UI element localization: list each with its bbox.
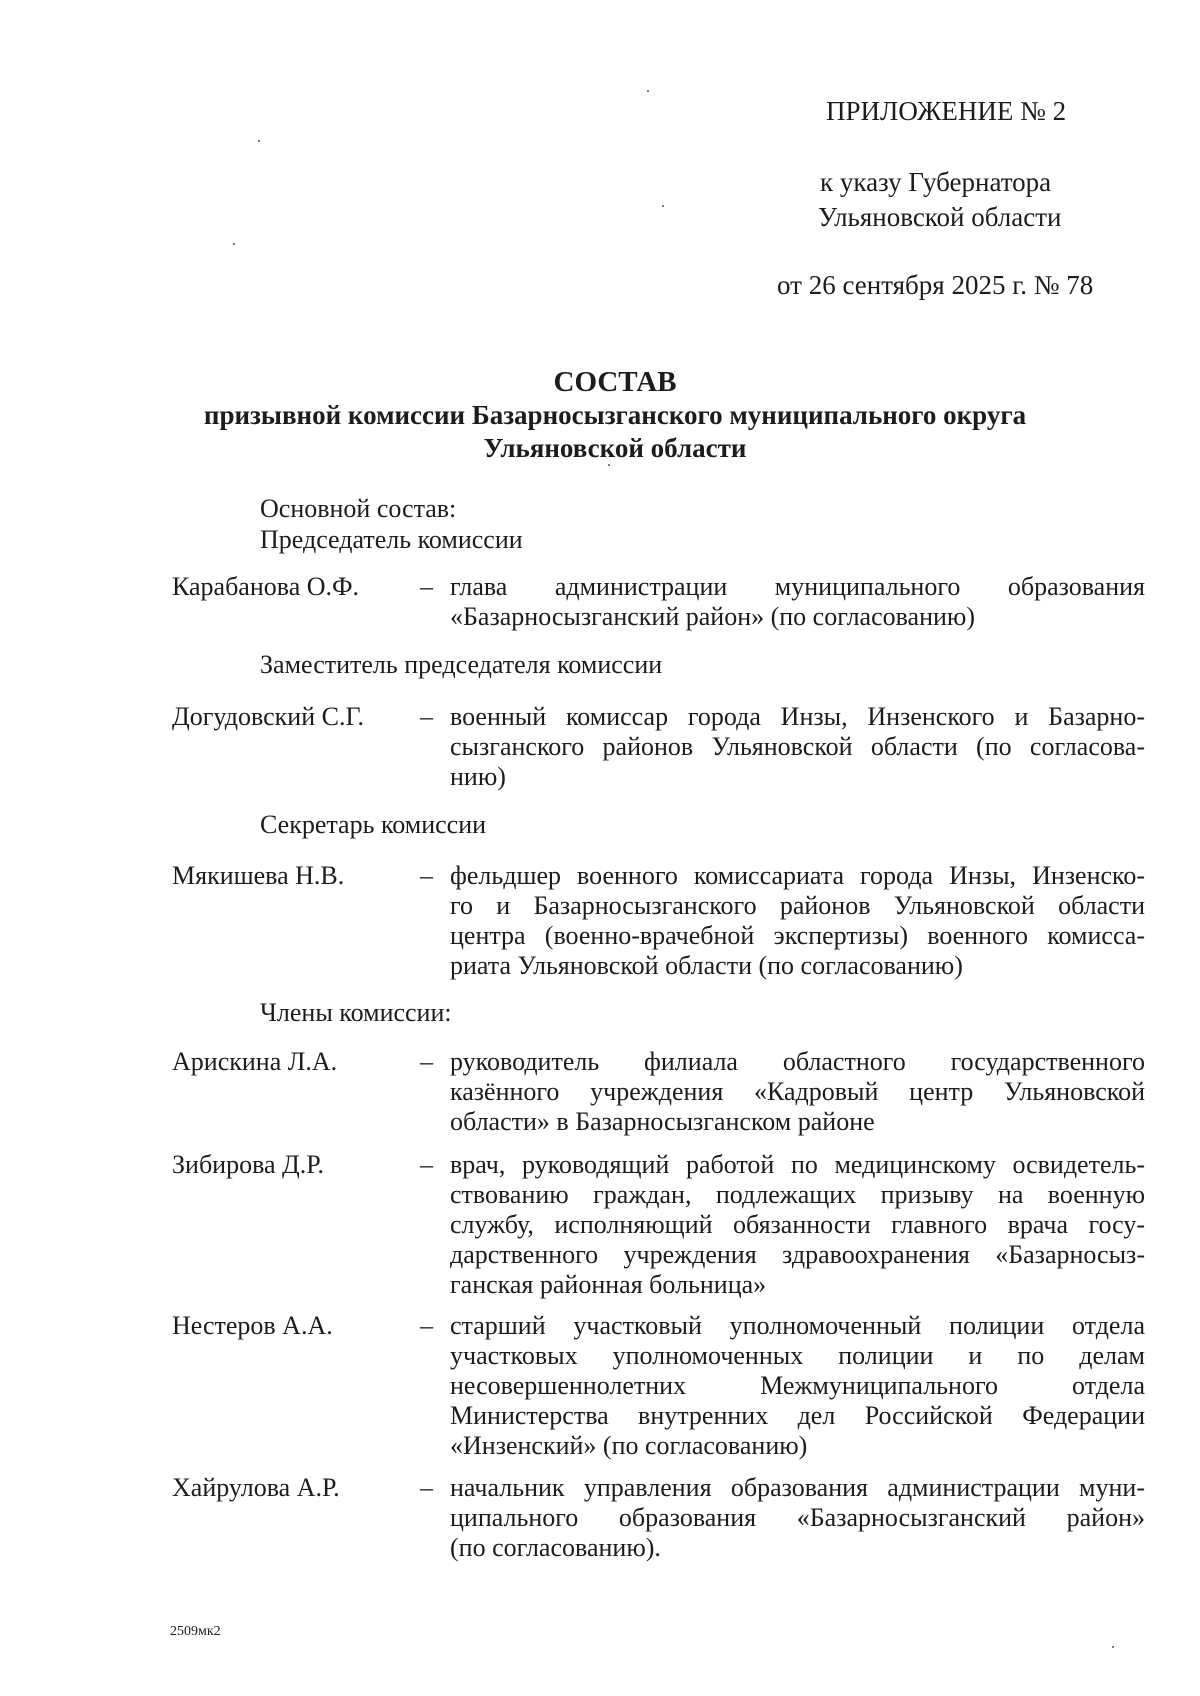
member-position bbox=[450, 1311, 1145, 1461]
section-deputy: Заместитель председателя комиссии bbox=[260, 650, 663, 679]
position-line: участковых уполномоченных полиции и по делам bbox=[450, 1341, 1145, 1370]
position-line: ствованию граждан, подлежащих призыву на военную bbox=[450, 1180, 1145, 1209]
member-position bbox=[450, 1047, 1145, 1137]
position-line: фельдшер военного комиссариата города Инзы, Инзенско- bbox=[450, 861, 1145, 890]
scan-speck bbox=[1112, 1646, 1114, 1648]
position-line: службу, исполняющий обязанности главного врача госу- bbox=[450, 1210, 1145, 1239]
decree-reference-line2: Ульяновской области bbox=[818, 202, 1062, 232]
member-position bbox=[450, 1473, 1145, 1563]
position-line: глава администрации муниципального образования bbox=[450, 572, 1145, 601]
scan-speck bbox=[608, 464, 610, 466]
member-name: Мякишева Н.В. bbox=[172, 861, 345, 890]
entry-dash: – bbox=[420, 572, 433, 601]
position-line: ганская районная больница» bbox=[450, 1270, 767, 1299]
position-line: нию) bbox=[450, 762, 506, 791]
position-line: врач, руководящий работой по медицинскому освидетель- bbox=[450, 1150, 1145, 1179]
position-line: (по согласованию). bbox=[450, 1533, 661, 1562]
member-name: Нестеров А.А. bbox=[172, 1311, 333, 1340]
section-secretary: Секретарь комиссии bbox=[260, 810, 487, 839]
member-name: Зибирова Д.Р. bbox=[172, 1150, 325, 1179]
position-line: военный комиссар города Инзы, Инзенского и Базарно- bbox=[450, 702, 1145, 731]
position-line: го и Базарносызганского районов Ульяновской области bbox=[450, 891, 1145, 920]
appendix-label: ПРИЛОЖЕНИЕ № 2 bbox=[826, 96, 1067, 126]
member-name: Арискина Л.А. bbox=[172, 1047, 338, 1076]
position-line: несовершеннолетних Межмуниципального отдела bbox=[450, 1371, 1145, 1400]
position-line: дарственного учреждения здравоохранения «Базарносыз- bbox=[450, 1240, 1145, 1269]
document-code: 2509мк2 bbox=[170, 1624, 221, 1639]
entry-dash: – bbox=[420, 702, 433, 731]
doc-title: СОСТАВ bbox=[553, 366, 677, 398]
position-line: «Базарносызганский район» (по согласованию) bbox=[450, 602, 976, 631]
entry-dash: – bbox=[420, 861, 433, 890]
position-line: начальник управления образования администрации муни- bbox=[450, 1473, 1145, 1502]
scan-speck bbox=[258, 140, 260, 142]
doc-subtitle-line1: призывной комиссии Базарносызганского муниципального округа bbox=[203, 400, 1027, 430]
position-line: руководитель филиала областного государственного bbox=[450, 1047, 1145, 1076]
position-line: «Инзенский» (по согласованию) bbox=[450, 1431, 808, 1460]
entry-dash: – bbox=[420, 1473, 433, 1502]
position-line: ципального образования «Базарносызганский район» bbox=[450, 1503, 1145, 1532]
section-chairman: Председатель комиссии bbox=[260, 525, 523, 554]
position-line: сызганского районов Ульяновской области (по согласова- bbox=[450, 732, 1145, 761]
position-line: Министерства внутренних дел Российской Федерации bbox=[450, 1401, 1145, 1430]
decree-reference-line1: к указу Губернатора bbox=[820, 167, 1052, 197]
member-name: Хайрулова А.Р. bbox=[172, 1473, 340, 1502]
member-position bbox=[450, 861, 1145, 981]
position-line: области» в Базарносызганском районе bbox=[450, 1107, 875, 1136]
decree-date-number: от 26 сентября 2025 г. № 78 bbox=[777, 270, 1094, 300]
position-line: казённого учреждения «Кадровый центр Ульяновской bbox=[450, 1077, 1145, 1106]
section-main-composition: Основной состав: bbox=[260, 494, 457, 523]
position-line: риата Ульяновской области (по согласованию) bbox=[450, 951, 963, 980]
doc-subtitle-line2: Ульяновской области bbox=[483, 433, 747, 463]
member-position bbox=[450, 572, 1145, 632]
entry-dash: – bbox=[420, 1047, 433, 1076]
member-name: Карабанова О.Ф. bbox=[172, 572, 360, 601]
scan-speck bbox=[647, 90, 649, 92]
entry-dash: – bbox=[420, 1311, 433, 1340]
member-position bbox=[450, 702, 1145, 792]
scan-speck bbox=[662, 205, 664, 207]
member-name: Догудовский С.Г. bbox=[172, 702, 365, 731]
member-position bbox=[450, 1150, 1145, 1300]
entry-dash: – bbox=[420, 1150, 433, 1179]
position-line: центра (военно-врачебной экспертизы) военного комисса- bbox=[450, 921, 1145, 950]
section-members: Члены комиссии: bbox=[260, 998, 452, 1027]
scan-speck bbox=[233, 243, 235, 245]
position-line: старший участковый уполномоченный полиции отдела bbox=[450, 1311, 1145, 1340]
